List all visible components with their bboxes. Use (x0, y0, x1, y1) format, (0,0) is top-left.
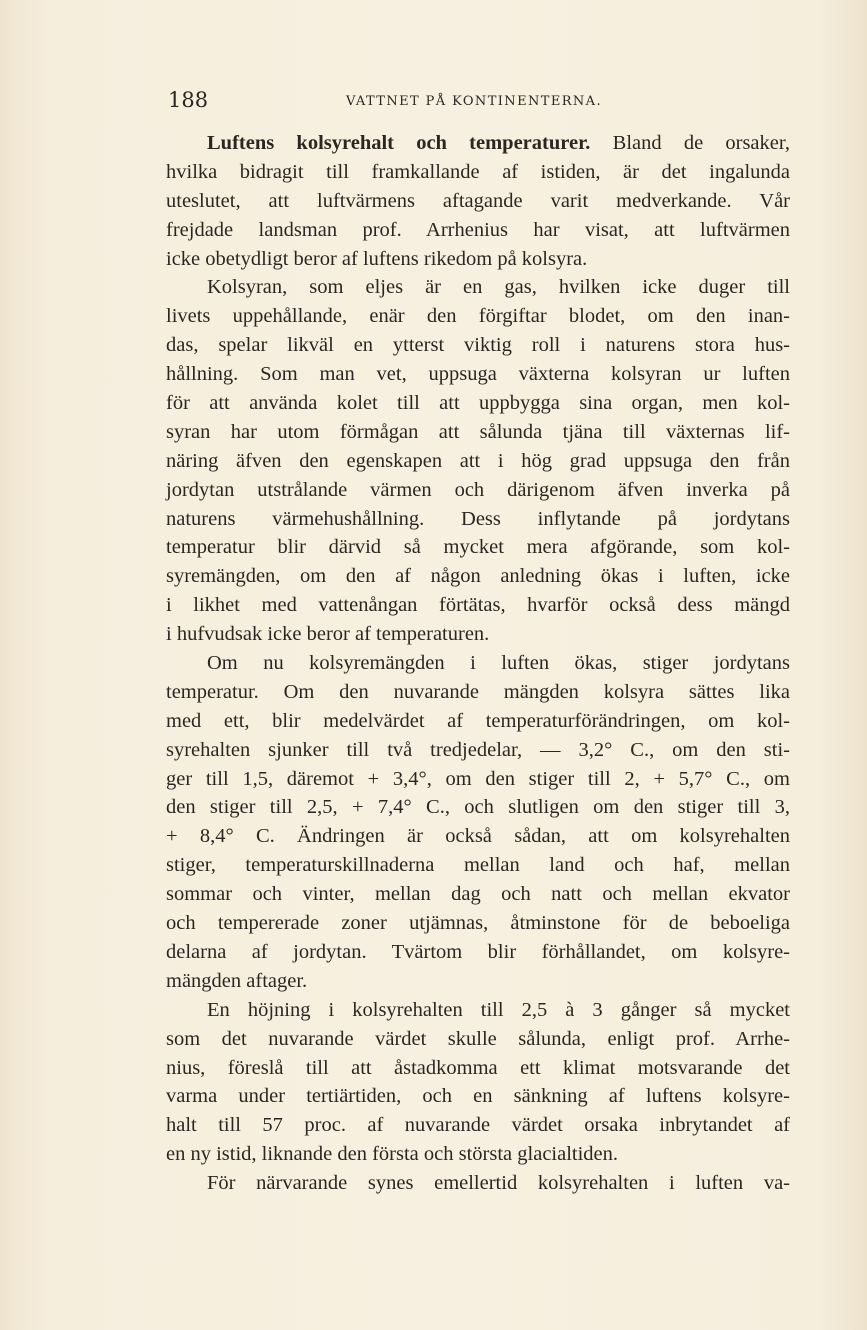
text-line (166, 129, 790, 158)
text-line: syremängden, om den af någon anledning ökas i luften, icke (166, 565, 790, 588)
text-line: varma under tertiärtiden, och en sänkning af luftens kolsyre- (166, 1085, 790, 1108)
text-line: som det nuvarande värdet skulle sålunda, enligt prof. Arrhe- (166, 1027, 790, 1050)
text-line: delarna af jordytan. Tvärtom blir förhållandet, om kolsyre- (166, 940, 790, 963)
text-line: hvilka bidragit till framkallande af istiden, är det ingalunda (166, 160, 790, 183)
page-header (168, 88, 790, 118)
text-line: livets uppehållande, enär den förgiftar blodet, om den inan- (166, 305, 790, 328)
text-line: Om nu kolsyremängden i luften ökas, stiger jordytans (207, 652, 790, 675)
text-line: För närvarande synes emellertid kolsyrehalten i luften va- (207, 1172, 790, 1195)
text-line: en ny istid, liknande den första och största glacialtiden. (166, 1143, 619, 1166)
text-line: i hufvudsak icke beror af temperaturen. (166, 623, 490, 646)
running-head: VATTNET PÅ KONTINENTERNA. (346, 94, 602, 109)
text-line: i likhet med vattenångan förtätas, hvarför också dess mängd (166, 594, 790, 617)
text-line: uteslutet, att luftvärmens aftagande varit medverkande. Vår (166, 189, 790, 212)
text-line: En höjning i kolsyrehalten till 2,5 à 3 gånger så mycket (207, 998, 790, 1021)
text-line: stiger, temperaturskillnaderna mellan land och haf, mellan (166, 854, 790, 877)
text-line: den stiger till 2,5, + 7,4° C., och slutligen om den stiger till 3, (166, 796, 790, 819)
text-line: temperatur. Om den nuvarande mängden kolsyra sättes lika (166, 680, 790, 703)
text-line: icke obetydligt beror af luftens rikedom på kolsyra. (166, 247, 588, 270)
text-line: temperatur blir därvid så mycket mera afgörande, som kol- (166, 536, 790, 559)
text-line: nius, föreslå till att åstadkomma ett klimat motsvarande det (166, 1056, 790, 1079)
text-line: frejdade landsman prof. Arrhenius har visat, att luftvärmen (166, 218, 790, 241)
text-line: naturens värmehushållning. Dess inflytande på jordytans (166, 507, 790, 530)
text-line: med ett, blir medelvärdet af temperaturförändringen, om kol- (166, 709, 790, 732)
text-line: das, spelar likväl en ytterst viktig roll i naturens stora hus- (166, 334, 790, 357)
text-line: syrehalten sjunker till två tredjedelar, — 3,2° C., om den sti- (166, 738, 790, 761)
text-line: jordytan utstrålande värmen och därigenom äfven inverka på (166, 478, 790, 501)
text-line: för att använda kolet till att uppbygga sina organ, men kol- (166, 392, 790, 415)
text-line: + 8,4° C. Ändringen är också sådan, att om kolsyrehalten (166, 825, 790, 848)
text-line: halt till 57 proc. af nuvarande värdet orsaka inbrytandet af (166, 1114, 790, 1137)
text-line: sommar och vinter, mellan dag och natt och mellan ekvator (166, 883, 790, 906)
text-line: Kolsyran, som eljes är en gas, hvilken icke duger till (207, 276, 790, 299)
text-fragment: Bland de orsaker, (612, 132, 791, 154)
text-line: mängden aftager. (166, 969, 308, 992)
section-heading: Luftens kolsyrehalt och temperaturer. (207, 132, 591, 154)
body-text (166, 129, 790, 1198)
text-line: ger till 1,5, däremot + 3,4°, om den stiger till 2, + 5,7° C., om (166, 767, 790, 790)
text-line: hållning. Som man vet, uppsuga växterna kolsyran ur luften (166, 363, 790, 386)
text-line: näring äfven den egenskapen att i hög grad uppsuga den från (166, 449, 790, 472)
text-line: syran har utom förmågan att sålunda tjäna till växternas lif- (166, 420, 790, 443)
text-line: och tempererade zoner utjämnas, åtminstone för de beboeliga (166, 912, 790, 935)
page-number: 188 (168, 88, 209, 112)
